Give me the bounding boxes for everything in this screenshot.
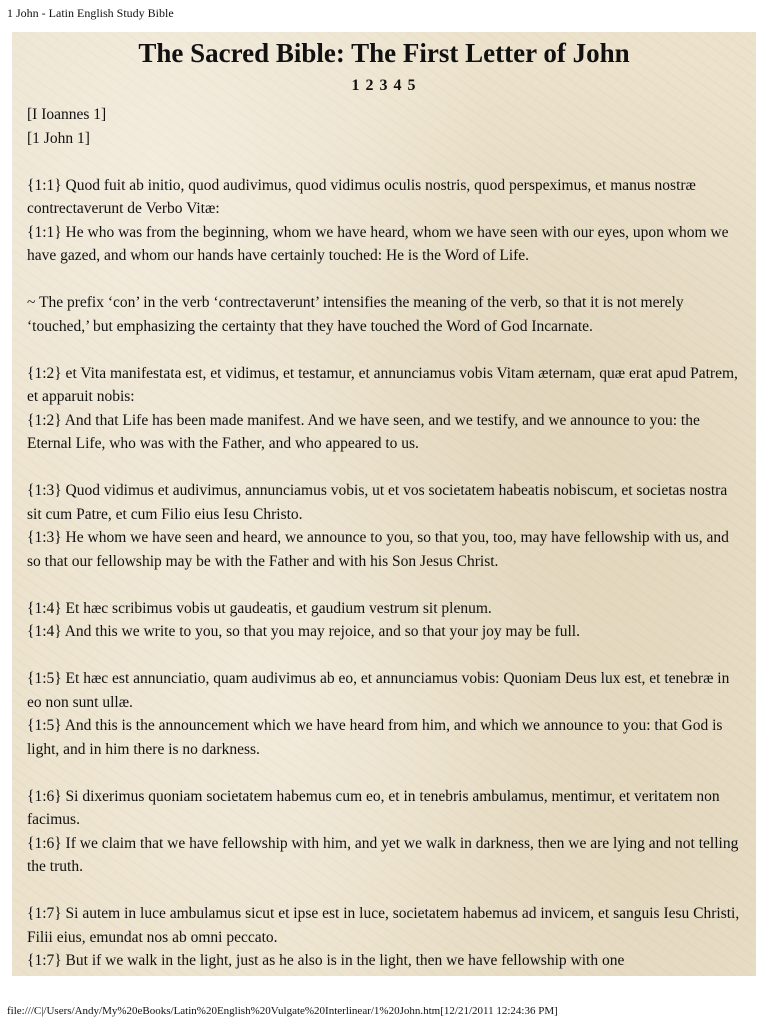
verse-block [27,667,742,761]
english-verse: {1:7} But if we walk in the light, just as he also is in the light, then we have fellowship with one [27,952,625,969]
chapter-link-2[interactable]: 2 [365,77,375,94]
chapter-links [12,76,756,96]
latin-verse: {1:4} Et hæc scribimus vobis ut gaudeatis, et gaudium vestrum sit plenum. [27,599,492,617]
chapter-content [12,103,756,973]
verse-block [27,479,742,573]
english-verse: {1:1} He who was from the beginning, whom we have heard, whom we have seen with our eyes, upon whom we have gazed, and whom our hands have certainly touched: He is the Word of Life. [27,223,729,264]
verse-block [27,597,742,644]
chapter-reference [27,103,742,150]
verse-block [27,785,742,879]
verse-block [27,174,742,268]
document-page [12,32,756,976]
verse-block [27,362,742,456]
latin-verse: {1:3} Quod vidimus et audivimus, annunciamus vobis, ut et vos societatem habeatis nobiscum, et societas nostra sit cum Patre, et cum Filio eius Iesu Christo. [27,482,728,523]
chapter-link-3[interactable]: 3 [379,77,389,94]
latin-verse: {1:6} Si dixerimus quoniam societatem habemus cum eo, et in tenebris ambulamus, mentimur, et veritatem non facimus. [27,787,720,828]
verse-block [27,902,742,973]
english-verse: {1:5} And this is the announcement which we have heard from him, and which we announce to you: that God is light, and in him there is no darkness. [27,717,723,758]
chapter-link-4[interactable]: 4 [393,77,403,94]
english-verse: {1:6} If we claim that we have fellowship with him, and yet we walk in darkness, then we are lying and not telling the truth. [27,834,739,875]
chapter-link-1[interactable]: 1 [351,77,361,94]
latin-verse: {1:2} et Vita manifestata est, et vidimus, et testamur, et annunciamus vobis Vitam æternam, quæ erat apud Patrem, et apparuit nobis: [27,364,738,405]
english-verse: {1:4} And this we write to you, so that you may rejoice, and so that your joy may be full. [27,623,580,640]
latin-verse: {1:1} Quod fuit ab initio, quod audivimus, quod vidimus oculis nostris, quod perspeximus, et manus nostræ contrectaverunt de Verbo Vitæ: [27,176,696,217]
chapter-link-5[interactable]: 5 [407,77,417,94]
english-chapter-ref: [1 John 1] [27,129,90,147]
latin-verse: {1:7} Si autem in luce ambulamus sicut et ipse est in luce, societatem habemus ad invicem, et sanguis Iesu Christi, Filii eius, emundat nos ab omni peccato. [27,905,740,946]
latin-chapter-ref: [I Ioannes 1] [27,106,107,123]
latin-verse: {1:5} Et hæc est annunciatio, quam audivimus ab eo, et annunciamus vobis: Quoniam Deus lux est, et tenebræ in eo non sunt ullæ. [27,670,730,711]
english-verse: {1:2} And that Life has been made manifest. And we have seen, and we testify, and we announce to you: the Eternal Life, who was with the Father, and who appeared to us. [27,411,700,452]
print-footer-path: file:///C|/Users/Andy/My%20eBooks/Latin%20English%20Vulgate%20Interlinear/1%20John.htm[12/21/2011 12:24:36 PM] [7,1005,558,1017]
page-title: The Sacred Bible: The First Letter of John [138,38,630,68]
print-header-title: 1 John - Latin English Study Bible [7,6,174,20]
note-text: ~ The prefix ‘con’ in the verb ‘contrectaverunt’ intensifies the meaning of the verb, so that it is not merely ‘touched,’ but emphasizing the certainty that they have touched the Word of God Incarnate. [27,294,684,335]
english-verse: {1:3} He whom we have seen and heard, we announce to you, so that you, too, may have fellowship with us, and so that our fellowship may be with the Father and with his Son Jesus Christ. [27,529,729,570]
commentary-note [27,291,742,338]
